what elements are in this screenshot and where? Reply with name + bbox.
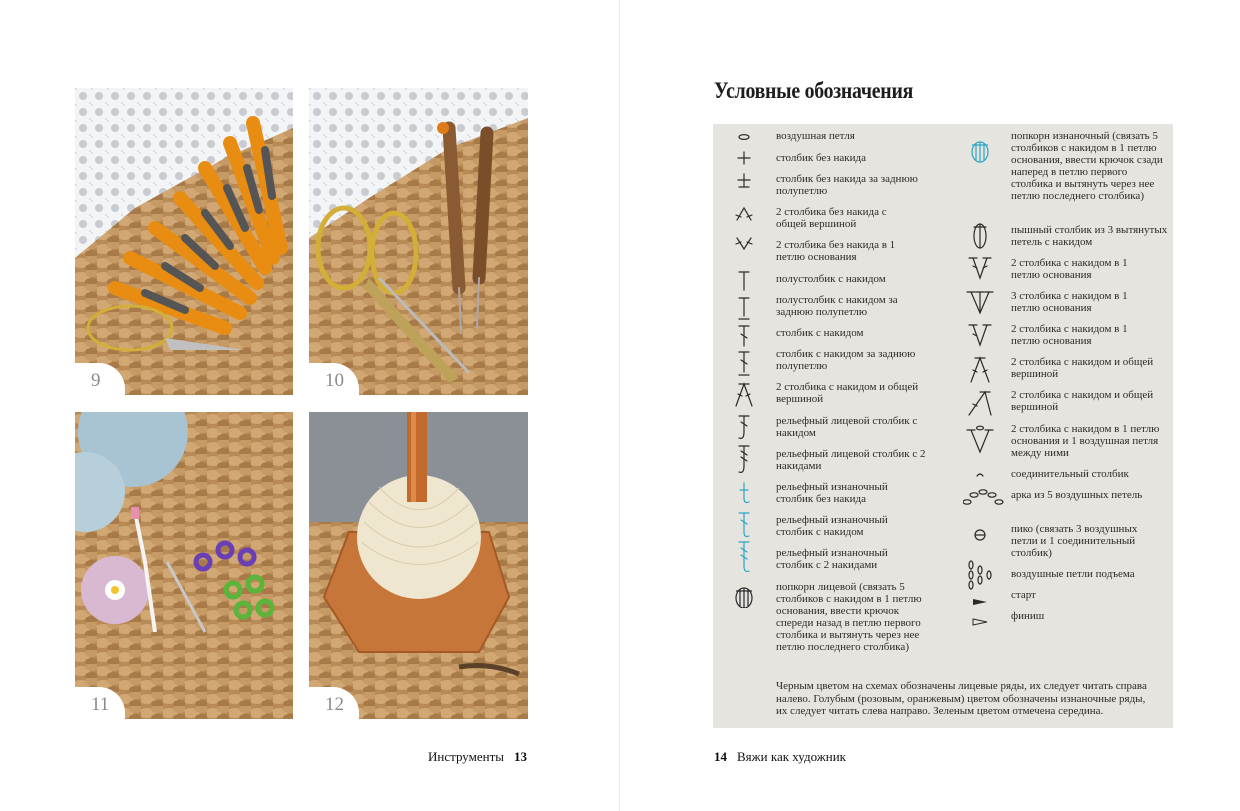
right-folio <box>714 749 846 765</box>
chain-arch-icon <box>963 490 1003 504</box>
legend-item: 2 столбика с накидом и общей вершиной <box>1011 389 1154 413</box>
page-title: Условные обозначения <box>714 78 914 103</box>
double-crochet-back-loop-icon <box>739 352 749 375</box>
legend-item: столбик с накидом <box>776 327 864 339</box>
dc-increase-2-icon <box>969 258 991 278</box>
photo-scissors-tools <box>309 88 528 395</box>
folio-label: Вяжи как художник <box>737 749 846 764</box>
legend-item: попкорн изнаночный (связать 5 столбиков с накидом в 1 петлю основания, ввести крючок сзади наперед в петлю первого столбика и вытянуть через нее петлю последнего столбика) <box>1011 130 1163 202</box>
legend-item: пико (связать 3 воздушных петли и 1 соединительный столбик) <box>1011 523 1138 559</box>
start-icon <box>973 599 987 605</box>
sc2tog-icon <box>736 208 752 220</box>
back-post-tr-icon <box>739 542 749 571</box>
legend-item: 2 столбика с накидом и общей вершиной <box>1011 356 1154 380</box>
dc-increase-2b-icon <box>969 325 991 345</box>
legend-item: столбик с накидом за заднюю полупетлю <box>776 348 916 372</box>
chain-stitch-icon <box>739 135 749 140</box>
photo-crochet-hooks <box>75 88 293 395</box>
folio-label: Инструменты <box>428 749 504 764</box>
legend-item: 2 столбика с накидом и общей вершиной <box>776 381 919 405</box>
legend-item: рельефный изнаночный столбик без накида <box>776 481 888 505</box>
legend-item: 2 столбика без накида с общей вершиной <box>776 206 887 230</box>
legend-item: столбик без накида <box>776 152 867 164</box>
picot-icon <box>975 530 985 540</box>
finish-icon <box>973 619 987 625</box>
back-post-dc-icon <box>739 513 749 537</box>
legend-item: старт <box>1011 589 1036 601</box>
right-column-symbols <box>963 130 1009 630</box>
legend-item: финиш <box>1011 610 1045 622</box>
legend-item: 3 столбика с накидом в 1 петлю основания <box>1011 290 1128 314</box>
photo-number: 9 <box>75 363 125 395</box>
photo-number: 10 <box>309 363 359 395</box>
page-number: 14 <box>714 749 727 764</box>
popcorn-front-icon <box>736 588 752 608</box>
back-post-sc-icon <box>740 483 749 503</box>
legend-item: рельефный лицевой столбик с накидом <box>776 415 918 439</box>
legend-item: пышный столбик из 3 вытянутых петель с накидом <box>1011 224 1168 248</box>
photo-tape-measure-markers <box>75 412 293 719</box>
legend-item: полустолбик с накидом <box>776 273 886 285</box>
legend-item: 2 столбика с накидом в 1 петлю основания <box>1011 257 1128 281</box>
legend-item: соединительный столбик <box>1011 468 1129 480</box>
photo-number: 12 <box>309 687 359 719</box>
legend-item: воздушная петля <box>776 130 855 142</box>
legend-item: арка из 5 воздушных петель <box>1011 489 1143 501</box>
dc2tog-a-icon <box>971 358 989 382</box>
legend-item: 2 столбика с накидом в 1 петлю основания <box>1011 323 1128 347</box>
photo-number: 11 <box>75 687 125 719</box>
front-post-dc-icon <box>739 416 749 438</box>
v-stitch-icon <box>967 426 993 452</box>
legend-item: 2 столбика с накидом в 1 петлю основания и 1 воздушная петля между ними <box>1011 423 1160 459</box>
half-double-crochet-icon <box>739 272 749 290</box>
legend-item: столбик без накида за заднюю полупетлю <box>776 173 918 197</box>
page-number: 13 <box>513 749 527 764</box>
dc2tog-b-icon <box>969 392 991 415</box>
left-column-symbols <box>731 128 761 608</box>
front-post-tr-icon <box>739 446 749 472</box>
legend-note: Черным цветом на схемах обозначены лицевые ряды, их следует читать справа налево. Голубым (розовым, оранжевым) цветом обозначены изнаночные ряды, их следует читать слева направо. Зеленым цветом отмечена середина. <box>776 680 1147 717</box>
slip-stitch-icon <box>977 474 983 476</box>
legend-item: 2 столбика без накида в 1 петлю основания <box>776 239 896 263</box>
symbol-legend <box>713 124 1173 728</box>
legend-item: рельефный изнаночный столбик с накидом <box>776 514 888 538</box>
single-crochet-back-loop-icon <box>738 174 750 187</box>
left-folio <box>428 749 527 765</box>
sc-increase-icon <box>736 238 752 249</box>
puff-stitch-icon <box>974 224 986 248</box>
half-double-crochet-back-loop-icon <box>739 298 749 319</box>
popcorn-back-icon <box>972 142 988 162</box>
turning-chains-icon <box>969 561 991 589</box>
right-page <box>620 0 1240 811</box>
dc2tog-icon <box>736 384 752 406</box>
legend-item: рельефный лицевой столбик с 2 накидами <box>776 448 926 472</box>
legend-item: полустолбик с накидом за заднюю полупетлю <box>776 294 898 318</box>
legend-item: попкорн лицевой (связать 5 столбиков с накидом в 1 петлю основания, ввести крючок спереди назад в петлю первого столбика и вытянуть через нее петлю последнего столбика) <box>776 581 922 653</box>
dc-increase-3-icon <box>967 292 993 313</box>
photo-yarn-holder <box>309 412 528 719</box>
legend-item: воздушные петли подъема <box>1011 568 1135 580</box>
single-crochet-icon <box>738 152 750 164</box>
double-crochet-icon <box>739 326 749 346</box>
legend-item: рельефный изнаночный столбик с 2 накидами <box>776 547 888 571</box>
